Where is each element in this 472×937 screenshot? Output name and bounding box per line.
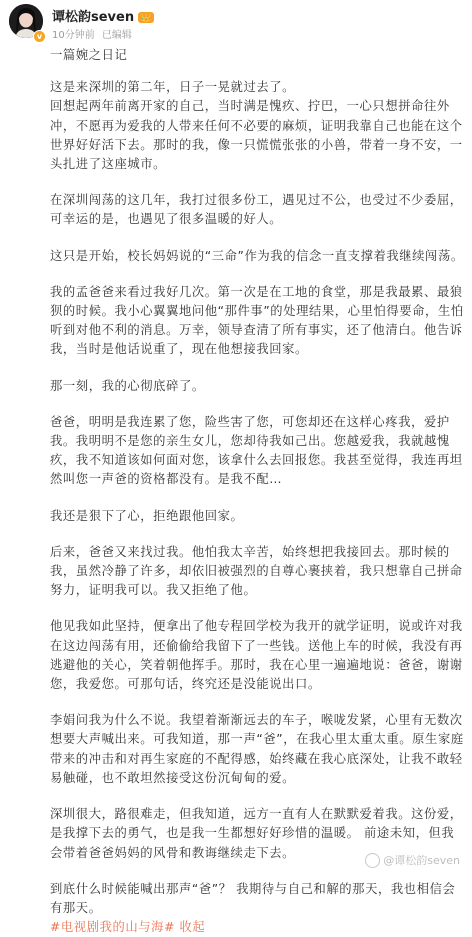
post-time: 10分钟前 [52,30,95,41]
post-title: 一篇婉之日记 [50,46,466,65]
post-body [50,46,466,937]
paragraph: 后来，爸爸又来找过我。他怕我太辛苦，始终想把我接回去。那时候的我，虽然冷静了许多，却依旧被强烈的自尊心裹挟着，我只想靠自己拼命努力，证明我可以。我又拒绝了他。 [50,543,466,601]
paragraph: 李娟问我为什么不说。我望着渐渐远去的车子，喉咙发紧，心里有无数次想要大声喊出来。可我知道，那一声“爸”，在我心里太重太重。原生家庭带来的冲击和对再生家庭的不配得感，始终藏在我心底深处，让我不敢轻易触碰，也不敢坦然接受这份沉甸甸的爱。 [50,711,466,788]
edited-label: 已编辑 [102,30,132,41]
paragraph: 我的孟爸爸来看过我好几次。第一次是在工地的食堂，那是我最累、最狼狈的时候。我小心翼翼地问他“那件事”的处理结果，心里怕得要命，生怕听到对他不利的消息。万幸，领导查清了所有事实，还了他清白。他告诉我，当时是他话说重了，现在他想接我回家。 [50,283,466,360]
author-name-text[interactable]: 谭松韵seven [52,10,134,25]
post-header [0,0,472,44]
paragraph: 这是来深圳的第二年，日子一晃就过去了。 回想起两年前离开家的自己，当时满是愧疚、拧巴，一心只想拼命往外冲，不愿再为爱我的人带来任何不必要的麻烦，证明我靠自己也能在这个世界好好活下去。那时的我，像一只慌慌张张的小兽，带着一身不安，一头扎进了这座城市。 [50,78,466,174]
post-meta [52,26,132,41]
closing-text: 到底什么时候能喊出那声“爸”？ 我期待与自己和解的那天，我也相信会有那天。 [50,882,455,915]
paragraph: 在深圳闯荡的这几年，我打过很多份工，遇见过不公，也受过不少委屈，可幸运的是，也遇见了很多温暖的好人。 [50,191,466,229]
watermark-text: @谭松韵seven [383,852,460,868]
paragraph: 这只是开始，校长妈妈说的“三命”作为我的信念一直支撑着我继续闯荡。 [50,247,466,266]
closing-line [50,880,466,937]
paragraph: 他见我如此坚持，便拿出了他专程回学校为我开的就学证明，说或许对我在这边闯荡有用，还偷偷给我留下了一些钱。送他上车的时候，我没有再逃避他的关心，笑着朝他挥手。那时，我在心里一遍遍地说：爸爸，谢谢您，我爱您。可那句话，终究还是没能说出口。 [50,617,466,694]
collapse-button[interactable]: 收起 [180,920,206,934]
paragraph: 我还是狠下了心，拒绝跟他回家。 [50,507,466,526]
paragraph: 深圳很大，路很难走，但我知道，远方一直有人在默默爱着我。这份爱，是我撑下去的勇气，也是我一生都想好好珍惜的温暖。 前途未知，但我会带着爸爸妈妈的风骨和教诲继续走下去。 [50,805,466,863]
author-name[interactable] [52,6,154,25]
crown-level-icon: 👑 [138,12,154,23]
paragraph: 那一刻，我的心彻底碎了。 [50,377,466,396]
topic-link[interactable]: #电视剧我的山与海# [50,920,175,934]
watermark [365,852,460,868]
paragraph: 爸爸，明明是我连累了您，险些害了您，可您却还在这样心疼我，爱护我。我明明不是您的亲生女儿，您却待我如己出。您越爱我，我就越愧疚，我不知道该如何面对您，该拿什么去回报您。我甚至觉得，我连再坦然叫您一声爸的资格都没有。是我不配… [50,413,466,490]
verified-badge-icon: v [33,30,46,43]
weibo-logo-icon [365,853,380,868]
